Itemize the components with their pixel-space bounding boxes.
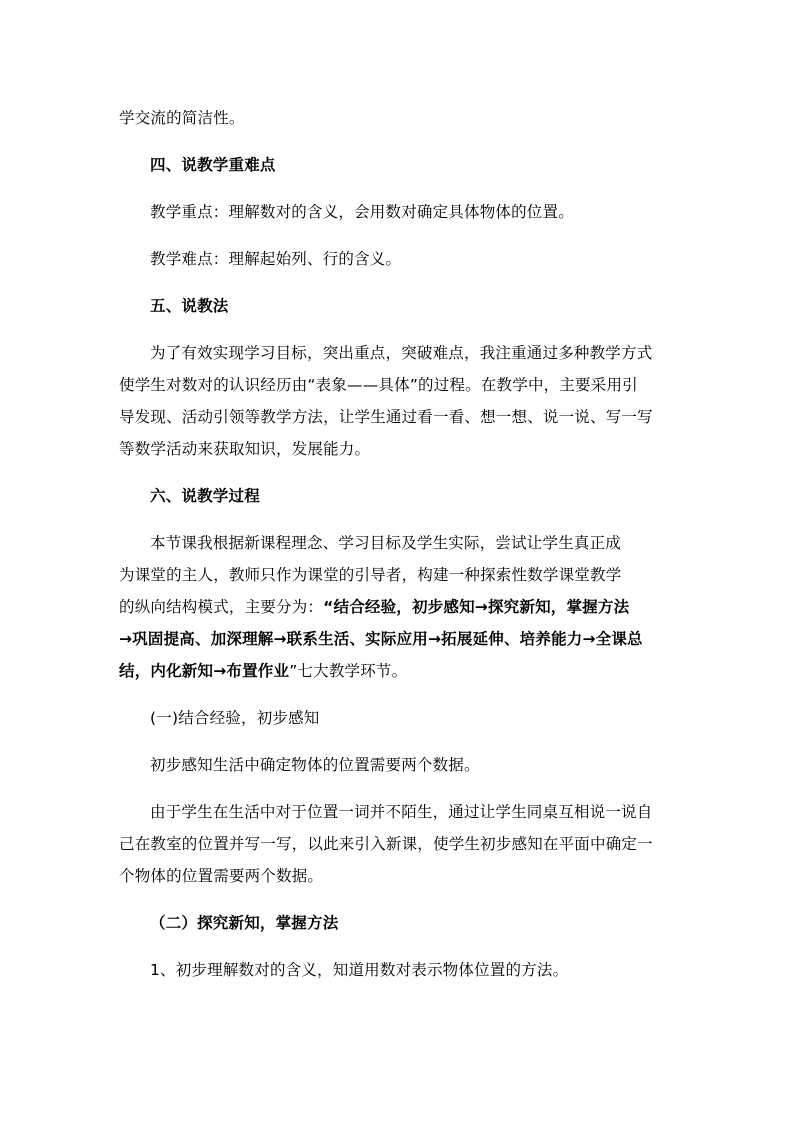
text-run: ”七大教学环节。 <box>289 662 408 680</box>
paragraph-line: 1、初步理解数对的含义，知道用数对表示物体位置的方法。 <box>150 961 569 979</box>
paragraph-line: 个物体的位置需要两个数据。 <box>119 867 324 885</box>
paragraph-line <box>119 661 407 681</box>
section-heading-4: 四、说教学重难点 <box>150 156 276 174</box>
section-heading-6: 六、说教学过程 <box>150 487 260 505</box>
paragraph-line: 等数学活动来获取知识，发展能力。 <box>119 440 371 458</box>
paragraph-line: 学交流的简洁性。 <box>119 109 245 127</box>
paragraph-line: 导发现、活动引领等教学方法，让学生通过看一看、想一想、说一说、写一写 <box>119 408 653 426</box>
paragraph-line: 己在教室的位置并写一写，以此来引入新课，使学生初步感知在平面中确定一 <box>119 835 653 853</box>
bold-text-run: “结合经验，初步感知→探究新知，掌握方法 <box>323 598 630 616</box>
paragraph-line: 本节课我根据新课程理念、学习目标及学生实际，尝试让学生真正成 <box>150 534 622 552</box>
paragraph-line: 使学生对数对的认识经历由“表象——具体”的过程。在教学中，主要采用引 <box>119 376 638 394</box>
paragraph-line: 初步感知生活中确定物体的位置需要两个数据。 <box>150 756 480 774</box>
paragraph-line: 由于学生在生活中对于位置一词并不陌生，通过让学生同桌互相说一说自 <box>150 803 653 821</box>
subsection-heading-2: （二）探究新知，掌握方法 <box>150 914 339 932</box>
paragraph-line <box>119 597 629 617</box>
bold-text-run: 结，内化新知→布置作业 <box>119 662 290 680</box>
paragraph-line: 为了有效实现学习目标，突出重点，突破难点，我注重通过多种教学方式 <box>150 344 653 362</box>
difficulty-line: 教学难点：理解起始列、行的含义。 <box>150 250 402 268</box>
text-run: 的纵向结构模式，主要分为： <box>119 598 324 616</box>
section-heading-5: 五、说教法 <box>150 297 229 315</box>
key-point-line: 教学重点：理解数对的含义，会用数对确定具体物体的位置。 <box>150 203 574 221</box>
paragraph-line: 为课堂的主人，教师只作为课堂的引导者，构建一种探索性数学课堂教学 <box>119 566 622 584</box>
subsection-heading-1: (一)结合经验，初步感知 <box>150 709 320 727</box>
paragraph-line-bold: →巩固提高、加深理解→联系生活、实际应用→拓展延伸、培养能力→全课总 <box>119 630 643 648</box>
